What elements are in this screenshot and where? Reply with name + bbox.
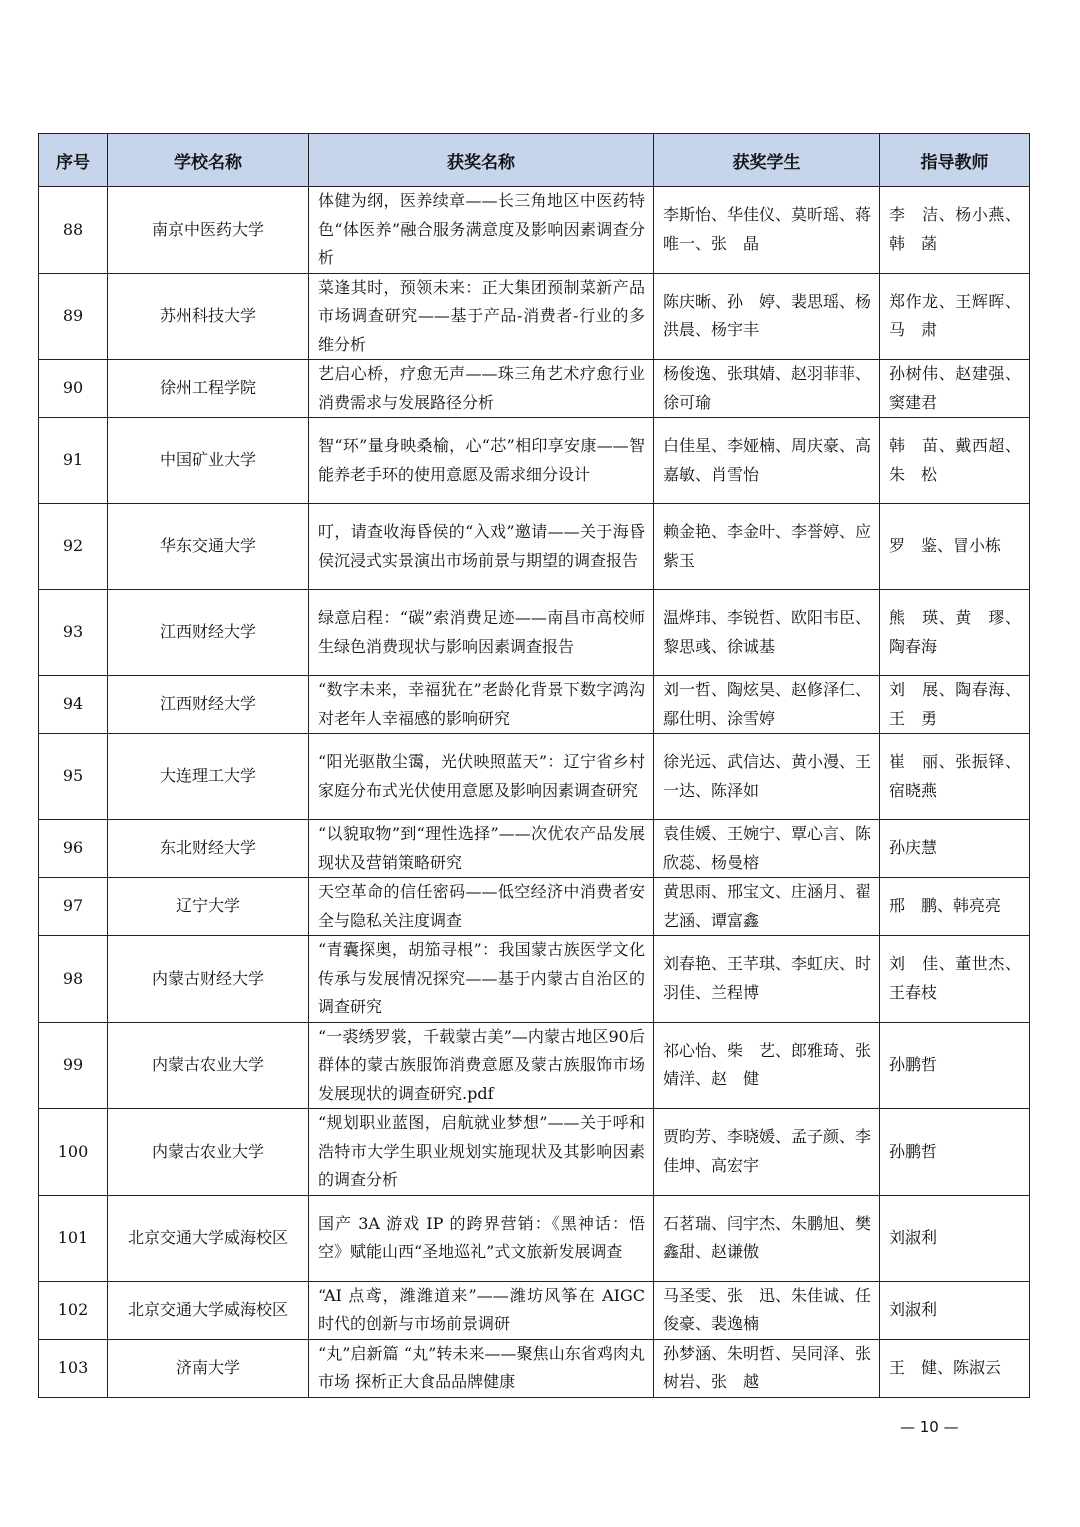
advisor-teachers: 刘 佳、董世杰、王春枝 (880, 936, 1030, 1023)
award-title: 叮，请查收海昏侯的“入戏”邀请——关于海昏侯沉浸式实景演出市场前景与期望的调查报告 (309, 504, 654, 590)
row-number: 96 (39, 820, 108, 878)
advisor-teachers: 刘淑利 (880, 1281, 1030, 1339)
header-students: 获奖学生 (654, 134, 880, 187)
row-number: 100 (39, 1109, 108, 1196)
school-name: 徐州工程学院 (108, 360, 309, 418)
table-row (39, 590, 1030, 676)
school-name: 内蒙古农业大学 (108, 1022, 309, 1109)
award-title: “以貌取物”到“理性选择”——次优农产品发展现状及营销策略研究 (309, 820, 654, 878)
school-name: 内蒙古农业大学 (108, 1109, 309, 1196)
row-number: 90 (39, 360, 108, 418)
award-title: 体健为纲，医养续章——长三角地区中医药特色“体医养”融合服务满意度及影响因素调查分析 (309, 187, 654, 274)
advisor-teachers: 韩 苗、戴西超、朱 松 (880, 418, 1030, 504)
school-name: 南京中医药大学 (108, 187, 309, 274)
row-number: 93 (39, 590, 108, 676)
advisor-teachers: 王 健、陈淑云 (880, 1339, 1030, 1397)
award-table (38, 133, 1030, 1398)
advisor-teachers: 李 洁、杨小燕、韩 菡 (880, 187, 1030, 274)
row-number: 98 (39, 936, 108, 1023)
table-row (39, 1195, 1030, 1281)
award-title: “阳光驱散尘霭，光伏映照蓝天”：辽宁省乡村家庭分布式光伏使用意愿及影响因素调查研究 (309, 734, 654, 820)
school-name: 中国矿业大学 (108, 418, 309, 504)
header-school: 学校名称 (108, 134, 309, 187)
award-title: 绿意启程：“碳”索消费足迹——南昌市高校师生绿色消费现状与影响因素调查报告 (309, 590, 654, 676)
award-students: 白佳星、李娅楠、周庆豪、高嘉敏、肖雪怡 (654, 418, 880, 504)
school-name: 苏州科技大学 (108, 273, 309, 360)
award-students: 黄思雨、邢宝文、庄涵月、翟艺涵、谭富鑫 (654, 878, 880, 936)
row-number: 88 (39, 187, 108, 274)
row-number: 92 (39, 504, 108, 590)
award-students: 徐光远、武信达、黄小漫、王一达、陈泽如 (654, 734, 880, 820)
row-number: 89 (39, 273, 108, 360)
school-name: 济南大学 (108, 1339, 309, 1397)
table-row (39, 676, 1030, 734)
award-students: 贾昀芳、李晓媛、孟子颜、李佳坤、高宏宇 (654, 1109, 880, 1196)
advisor-teachers: 崔 丽、张振铎、宿晓燕 (880, 734, 1030, 820)
award-title: “一裘绣罗裳，千载蒙古美”—内蒙古地区90后群体的蒙古族服饰消费意愿及蒙古族服饰市场发展现状的调查研究.pdf (309, 1022, 654, 1109)
table-row (39, 878, 1030, 936)
advisor-teachers: 刘 展、陶春海、王 勇 (880, 676, 1030, 734)
award-students: 袁佳媛、王婉宁、覃心言、陈欣蕊、杨曼榕 (654, 820, 880, 878)
header-teachers: 指导教师 (880, 134, 1030, 187)
row-number: 97 (39, 878, 108, 936)
award-students: 刘春艳、王芊琪、李虹庆、时羽佳、兰程博 (654, 936, 880, 1023)
row-number: 95 (39, 734, 108, 820)
advisor-teachers: 孙鹏哲 (880, 1109, 1030, 1196)
table-row (39, 360, 1030, 418)
page-number: — 10 — (900, 1418, 959, 1436)
school-name: 江西财经大学 (108, 676, 309, 734)
school-name: 北京交通大学威海校区 (108, 1195, 309, 1281)
award-students: 孙梦涵、朱明哲、吴同泽、张树岩、张 越 (654, 1339, 880, 1397)
award-title: 国产 3A 游戏 IP 的跨界营销：《黑神话：悟空》赋能山西“圣地巡礼”式文旅新发展调查 (309, 1195, 654, 1281)
advisor-teachers: 郑作龙、王辉晖、马 肃 (880, 273, 1030, 360)
school-name: 辽宁大学 (108, 878, 309, 936)
table-row (39, 418, 1030, 504)
award-students: 陈庆晰、孙 婷、裴思瑶、杨洪晨、杨宇丰 (654, 273, 880, 360)
table-row (39, 1022, 1030, 1109)
advisor-teachers: 孙庆慧 (880, 820, 1030, 878)
school-name: 北京交通大学威海校区 (108, 1281, 309, 1339)
award-students: 马圣雯、张 迅、朱佳诚、任俊豪、裴逸楠 (654, 1281, 880, 1339)
row-number: 102 (39, 1281, 108, 1339)
advisor-teachers: 熊 瑛、黄 璆、陶春海 (880, 590, 1030, 676)
table-row (39, 1109, 1030, 1196)
table-row (39, 273, 1030, 360)
award-title: “数字未来，幸福犹在”老龄化背景下数字鸿沟对老年人幸福感的影响研究 (309, 676, 654, 734)
school-name: 内蒙古财经大学 (108, 936, 309, 1023)
school-name: 江西财经大学 (108, 590, 309, 676)
row-number: 103 (39, 1339, 108, 1397)
advisor-teachers: 孙鹏哲 (880, 1022, 1030, 1109)
table-row (39, 187, 1030, 274)
table-row (39, 1281, 1030, 1339)
table-header-row (39, 134, 1030, 187)
advisor-teachers: 邢 鹏、韩亮亮 (880, 878, 1030, 936)
award-students: 李斯怡、华佳仪、莫昕瑶、蒋唯一、张 晶 (654, 187, 880, 274)
award-title: “青囊探奥，胡笳寻根”：我国蒙古族医学文化传承与发展情况探究——基于内蒙古自治区的调查研究 (309, 936, 654, 1023)
award-title: “规划职业蓝图，启航就业梦想”——关于呼和浩特市大学生职业规划实施现状及其影响因素的调查分析 (309, 1109, 654, 1196)
school-name: 华东交通大学 (108, 504, 309, 590)
advisor-teachers: 罗 鉴、冒小栋 (880, 504, 1030, 590)
award-title: “AI 点鸢，潍潍道来”——潍坊风筝在 AIGC 时代的创新与市场前景调研 (309, 1281, 654, 1339)
row-number: 99 (39, 1022, 108, 1109)
award-students: 杨俊逸、张琪婧、赵羽菲菲、徐可瑜 (654, 360, 880, 418)
award-students: 祁心怡、柴 艺、郎雅琦、张婧洋、赵 健 (654, 1022, 880, 1109)
table-row (39, 1339, 1030, 1397)
award-students: 温烨玮、李锐哲、欧阳韦臣、黎思彧、徐诚基 (654, 590, 880, 676)
award-title: 智“环”量身映桑榆，心“芯”相印享安康——智能养老手环的使用意愿及需求细分设计 (309, 418, 654, 504)
row-number: 94 (39, 676, 108, 734)
advisor-teachers: 刘淑利 (880, 1195, 1030, 1281)
row-number: 101 (39, 1195, 108, 1281)
table-row (39, 734, 1030, 820)
award-students: 石茗瑞、闫宇杰、朱鹏旭、樊鑫甜、赵谦傲 (654, 1195, 880, 1281)
header-number: 序号 (39, 134, 108, 187)
award-title: 菜逢其时，预领未来：正大集团预制菜新产品市场调查研究——基于产品-消费者-行业的多维分析 (309, 273, 654, 360)
advisor-teachers: 孙树伟、赵建强、窦建君 (880, 360, 1030, 418)
row-number: 91 (39, 418, 108, 504)
table-row (39, 936, 1030, 1023)
header-award-title: 获奖名称 (309, 134, 654, 187)
school-name: 大连理工大学 (108, 734, 309, 820)
school-name: 东北财经大学 (108, 820, 309, 878)
table-row (39, 820, 1030, 878)
award-students: 刘一哲、陶炫昊、赵修泽仁、鄢仕明、涂雪婷 (654, 676, 880, 734)
table-row (39, 504, 1030, 590)
award-title: “丸”启新篇 “丸”转未来——聚焦山东省鸡肉丸市场 探析正大食品品牌健康 (309, 1339, 654, 1397)
award-title: 天空革命的信任密码——低空经济中消费者安全与隐私关注度调查 (309, 878, 654, 936)
award-title: 艺启心桥，疗愈无声——珠三角艺术疗愈行业消费需求与发展路径分析 (309, 360, 654, 418)
award-students: 赖金艳、李金叶、李誉婷、应紫玉 (654, 504, 880, 590)
